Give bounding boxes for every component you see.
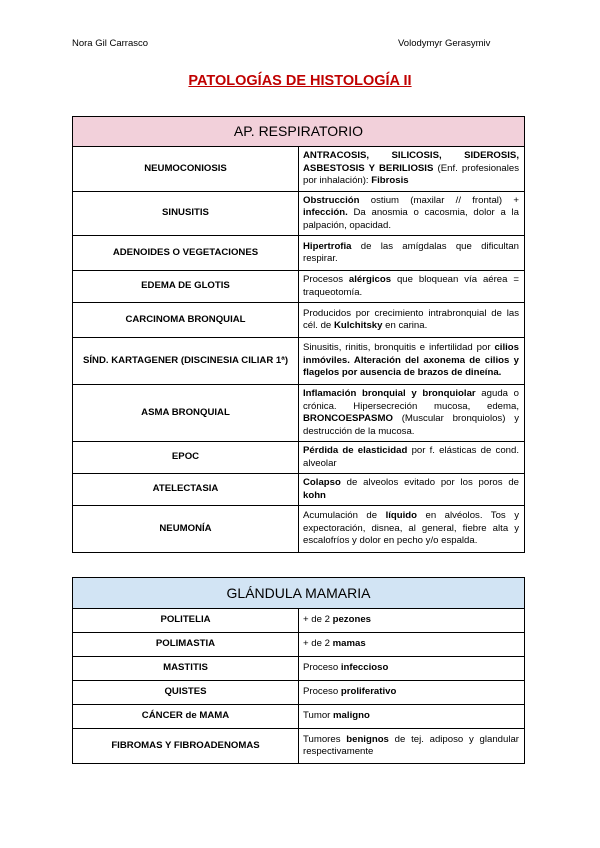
bold-text: infeccioso [340, 662, 389, 674]
mamaria-heading: GLÁNDULA MAMARIA [73, 578, 525, 609]
condition-description [299, 705, 525, 729]
condition-name: NEUMOCONIOSIS [73, 147, 299, 192]
table-row [73, 657, 525, 681]
condition-name: ADENOIDES O VEGETACIONES [73, 236, 299, 271]
mamaria-table [72, 577, 525, 764]
condition-name: ATELECTASIA [73, 474, 299, 506]
table-row [73, 442, 525, 474]
bold-text: infección. [303, 207, 348, 218]
table-row [73, 147, 525, 192]
bold-text: benignos [346, 733, 389, 745]
table-row [73, 633, 525, 657]
text: en carina. [382, 320, 428, 331]
bold-text: alérgicos [348, 274, 392, 285]
text: (Enf. profesionales por inhalación): [303, 162, 519, 186]
bold-text: BRONCOESPASMO [303, 413, 393, 424]
condition-name: EPOC [73, 442, 299, 474]
bold-text: mamas [332, 638, 366, 650]
table-row [73, 705, 525, 729]
table-row [73, 303, 525, 338]
table-row [73, 729, 525, 764]
bold-text: Fibrosis [371, 175, 409, 186]
condition-description [299, 633, 525, 657]
condition-name: ASMA BRONQUIAL [73, 385, 299, 442]
bold-text: Inflamación bronquial y bronquiolar [303, 388, 476, 399]
bold-text: Obstrucción [303, 194, 360, 206]
bold-text: proliferativo [340, 686, 397, 698]
condition-description [299, 657, 525, 681]
text: (Muscular bronquiolos) y destrucción de la mucosa. [303, 413, 519, 437]
bold-text: Hipertrofia [303, 240, 352, 252]
table-row [73, 506, 525, 553]
condition-description [299, 681, 525, 705]
text: Proceso [303, 686, 341, 698]
condition-description [299, 236, 525, 271]
text: Da anosmia o cacosmia, dolor a la palpación, opacidad. [303, 207, 519, 231]
bold-text: ANTRACOSIS, SILICOSIS, SIDEROSIS, ASBESTOSIS Y BERILIOSIS [303, 150, 519, 174]
condition-description [299, 729, 525, 764]
table-row [73, 474, 525, 506]
text: en alvéolos. Tos y expectoración, disnea, al general, fiebre alta y escalofríos y dolor en pecho y/o espalda. [303, 510, 519, 547]
respiratorio-rows [73, 147, 525, 553]
table-row [73, 385, 525, 442]
condition-name: MASTITIS [73, 657, 299, 681]
table-row [73, 191, 525, 236]
bold-text: Pérdida de elasticidad [303, 445, 408, 456]
condition-name: POLITELIA [73, 609, 299, 633]
text: Proceso [303, 662, 341, 674]
table-row [73, 236, 525, 271]
condition-description [299, 147, 525, 192]
respiratorio-table [72, 116, 525, 553]
text: que bloquean vía aérea = traqueotomía. [303, 274, 519, 298]
table-row [73, 271, 525, 303]
header-author-left: Nora Gil Carrasco [72, 38, 149, 49]
text: Tumores [303, 733, 347, 745]
condition-name: NEUMONÍA [73, 506, 299, 553]
bold-text: líquido [385, 510, 417, 522]
text: de tej. adiposo y glandular respectivamente [303, 733, 519, 757]
condition-description [299, 442, 525, 474]
table-row [73, 609, 525, 633]
condition-description [299, 271, 525, 303]
respiratorio-heading: AP. RESPIRATORIO [73, 117, 525, 147]
condition-description [299, 191, 525, 236]
text: Sinusitis, rinitis, bronquitis e infertilidad por [303, 342, 495, 354]
text: de las amígdalas que dificultan respirar. [303, 240, 519, 264]
table-row [73, 338, 525, 385]
condition-description [299, 474, 525, 506]
page-title: PATOLOGÍAS DE HISTOLOGÍA II [188, 73, 412, 89]
condition-name: EDEMA DE GLOTIS [73, 271, 299, 303]
condition-description [299, 338, 525, 385]
bold-text: cilios inmóviles. Alteración del axonema de cilios y flagelos por ausencia de brazos de dineína. [303, 342, 519, 379]
condition-name: POLIMASTIA [73, 633, 299, 657]
bold-text: kohn [303, 489, 326, 501]
bold-text: Colapso [303, 477, 341, 488]
text: Tumor [303, 710, 334, 722]
text: ostium (maxilar // frontal) + [359, 194, 519, 206]
text: Producidos por crecimiento intrabronquial de las cél. de [303, 307, 519, 331]
condition-description [299, 385, 525, 442]
text: aguda o crónica. Hipersecreción mucosa, edema, [303, 388, 519, 412]
text: Acumulación de [303, 510, 386, 522]
table-row [73, 681, 525, 705]
condition-name: QUISTES [73, 681, 299, 705]
bold-text: maligno [333, 710, 370, 722]
text: de alveolos evitado por los poros de [340, 477, 519, 488]
condition-name: CARCINOMA BRONQUIAL [73, 303, 299, 338]
condition-name: CÁNCER de MAMA [73, 705, 299, 729]
header-author-right: Volodymyr Gerasymiv [398, 38, 491, 49]
bold-text: pezones [332, 614, 371, 626]
mamaria-rows [73, 609, 525, 764]
text: Procesos [303, 274, 349, 285]
condition-description [299, 609, 525, 633]
condition-name: SÍND. KARTAGENER (DISCINESIA CILIAR 1ª) [73, 338, 299, 385]
text: + de 2 [303, 614, 333, 626]
condition-description [299, 506, 525, 553]
text: + de 2 [303, 638, 333, 650]
bold-text: Kulchitsky [333, 320, 383, 331]
text: por f. elásticas de cond. alveolar [303, 445, 519, 469]
condition-name: FIBROMAS Y FIBROADENOMAS [73, 729, 299, 764]
condition-name: SINUSITIS [73, 191, 299, 236]
condition-description [299, 303, 525, 338]
